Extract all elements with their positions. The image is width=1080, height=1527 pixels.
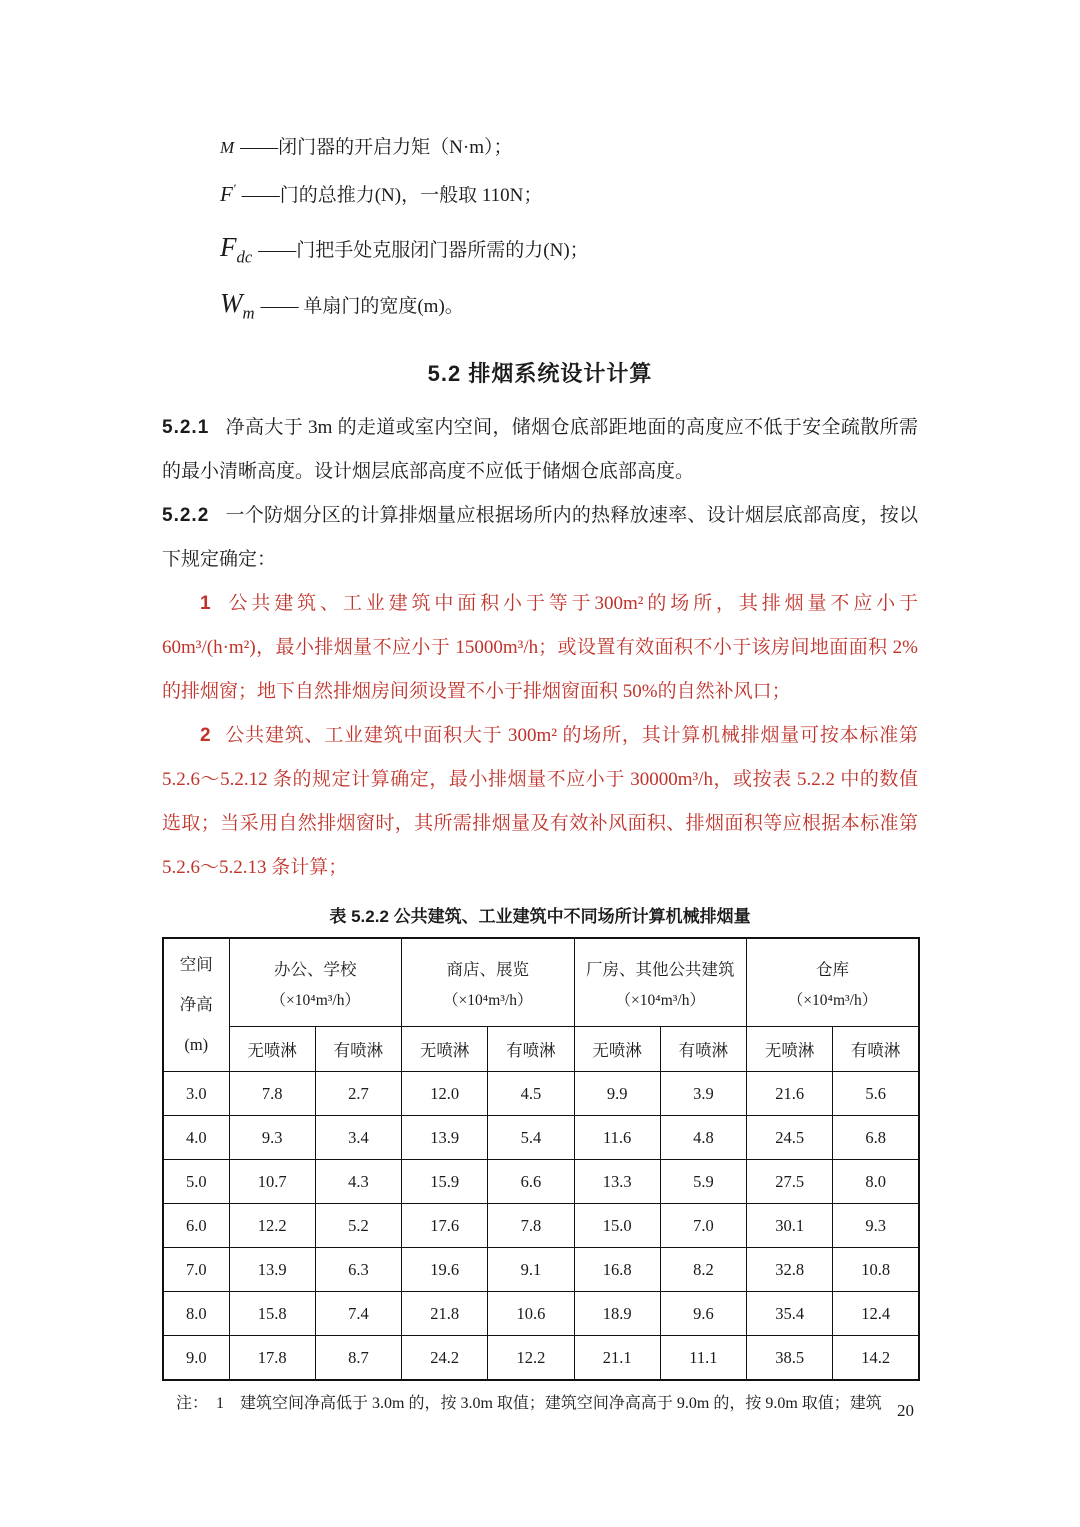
data-cell: 15.9 bbox=[402, 1160, 488, 1204]
item-number: 1 bbox=[200, 593, 211, 615]
data-cell: 13.3 bbox=[574, 1160, 660, 1204]
data-cell: 11.1 bbox=[660, 1336, 746, 1380]
data-cell: 21.6 bbox=[747, 1072, 833, 1116]
symbol-F-dc: $F_{dc}$ bbox=[220, 231, 253, 266]
symbol-W-m: $W_m$ bbox=[220, 287, 255, 323]
data-cell: 9.6 bbox=[660, 1292, 746, 1336]
data-cell: 24.2 bbox=[402, 1336, 488, 1380]
clause-text: 一个防烟分区的计算排烟量应根据场所内的热释放速率、设计烟层底部高度，按以下规定确定： bbox=[162, 505, 918, 571]
data-cell: 19.6 bbox=[402, 1248, 488, 1292]
data-cell: 21.1 bbox=[574, 1336, 660, 1380]
data-cell: 18.9 bbox=[574, 1292, 660, 1336]
item-text: 公共建筑、工业建筑中面积小于等于300m²的场所，其排烟量不应小于60m³/(h·m²)，最小排烟量不应小于 15000m³/h；或设置有效面积不小于该房间地面面积 2%的排烟窗；地下自然排烟房间须设置不小于排烟窗面积 50%的自然补风口； bbox=[162, 593, 918, 703]
data-cell: 8.2 bbox=[660, 1248, 746, 1292]
data-cell: 6.8 bbox=[833, 1116, 919, 1160]
data-cell: 6.3 bbox=[315, 1248, 401, 1292]
symbol-M: M bbox=[220, 138, 235, 157]
data-cell: 4.8 bbox=[660, 1116, 746, 1160]
data-cell: 9.9 bbox=[574, 1072, 660, 1116]
data-cell: 5.6 bbox=[833, 1072, 919, 1116]
item-number: 2 bbox=[200, 725, 211, 747]
data-cell: 7.0 bbox=[660, 1204, 746, 1248]
data-cell: 3.9 bbox=[660, 1072, 746, 1116]
symbol-definitions bbox=[162, 132, 918, 323]
data-cell: 13.9 bbox=[229, 1248, 315, 1292]
definition-row bbox=[220, 180, 918, 210]
data-cell: 38.5 bbox=[747, 1336, 833, 1380]
data-cell: 7.8 bbox=[488, 1204, 574, 1248]
table-row bbox=[163, 1292, 919, 1336]
list-item-2 bbox=[162, 714, 918, 890]
table-row bbox=[163, 1160, 919, 1204]
data-cell: 5.4 bbox=[488, 1116, 574, 1160]
clause-5.2.1 bbox=[162, 406, 918, 494]
row-height-cell: 8.0 bbox=[163, 1292, 229, 1336]
data-cell: 12.2 bbox=[229, 1204, 315, 1248]
data-cell: 5.2 bbox=[315, 1204, 401, 1248]
data-cell: 11.6 bbox=[574, 1116, 660, 1160]
data-cell: 9.3 bbox=[833, 1204, 919, 1248]
definition-row bbox=[220, 132, 918, 160]
row-height-cell: 9.0 bbox=[163, 1336, 229, 1380]
row-height-cell: 3.0 bbox=[163, 1072, 229, 1116]
table-header-row bbox=[163, 938, 919, 1026]
clause-5.2.2 bbox=[162, 494, 918, 582]
data-cell: 10.8 bbox=[833, 1248, 919, 1292]
table-row bbox=[163, 1116, 919, 1160]
data-cell: 6.6 bbox=[488, 1160, 574, 1204]
row-height-cell: 6.0 bbox=[163, 1204, 229, 1248]
data-cell: 30.1 bbox=[747, 1204, 833, 1248]
list-item-1 bbox=[162, 582, 918, 714]
data-cell: 24.5 bbox=[747, 1116, 833, 1160]
clause-number: 5.2.1 bbox=[162, 417, 210, 439]
table-row bbox=[163, 1204, 919, 1248]
data-cell: 35.4 bbox=[747, 1292, 833, 1336]
data-cell: 3.4 bbox=[315, 1116, 401, 1160]
data-cell: 13.9 bbox=[402, 1116, 488, 1160]
data-cell: 5.9 bbox=[660, 1160, 746, 1204]
definition-text: ——门把手处克服闭门器所需的力(N)； bbox=[258, 239, 589, 261]
data-cell: 2.7 bbox=[315, 1072, 401, 1116]
data-cell: 15.8 bbox=[229, 1292, 315, 1336]
col-group-shop-exhibition: 商店、展览 （×10⁴m³/h） bbox=[402, 938, 575, 1026]
data-cell: 17.6 bbox=[402, 1204, 488, 1248]
data-cell: 10.7 bbox=[229, 1160, 315, 1204]
definition-row bbox=[220, 231, 918, 267]
definition-text: ——闭门器的开启力矩（N·m）； bbox=[240, 137, 513, 158]
clause-text: 净高大于 3m 的走道或室内空间，储烟仓底部距地面的高度应不低于安全疏散所需的最小清晰高度。设计烟层底部高度不应低于储烟仓底部高度。 bbox=[162, 417, 918, 483]
subheader-sprinkler: 有喷淋 bbox=[660, 1027, 746, 1072]
table-note: 注： 1 建筑空间净高低于 3.0m 的，按 3.0m 取值；建筑空间净高高于 9.0m 的，按 9.0m 取值；建筑 bbox=[176, 1394, 882, 1412]
subheader-sprinkler: 有喷淋 bbox=[488, 1027, 574, 1072]
table-row bbox=[163, 1248, 919, 1292]
data-cell: 9.1 bbox=[488, 1248, 574, 1292]
definition-row bbox=[220, 287, 918, 323]
row-height-cell: 7.0 bbox=[163, 1248, 229, 1292]
subheader-sprinkler: 有喷淋 bbox=[315, 1027, 401, 1072]
data-cell: 4.3 bbox=[315, 1160, 401, 1204]
data-cell: 12.0 bbox=[402, 1072, 488, 1116]
data-cell: 10.6 bbox=[488, 1292, 574, 1336]
page-number: 20 bbox=[897, 1401, 914, 1420]
data-cell: 7.8 bbox=[229, 1072, 315, 1116]
subheader-no-sprinkler: 无喷淋 bbox=[402, 1027, 488, 1072]
row-height-cell: 5.0 bbox=[163, 1160, 229, 1204]
subheader-no-sprinkler: 无喷淋 bbox=[574, 1027, 660, 1072]
table-row bbox=[163, 1336, 919, 1380]
table-subheader-row bbox=[163, 1027, 919, 1072]
data-cell: 15.0 bbox=[574, 1204, 660, 1248]
col-header-clear-height: 空间 净高 (m) bbox=[163, 938, 229, 1072]
data-cell: 21.8 bbox=[402, 1292, 488, 1336]
item-text: 公共建筑、工业建筑中面积大于 300m² 的场所，其计算机械排烟量可按本标准第 5.2.6～5.2.12 条的规定计算确定，最小排烟量不应小于 30000m³/h，或按表 5.2.2 中的数值选取；当采用自然排烟窗时，其所需排烟量及有效补风面积、排烟面积等应根据本标准第 5.2.6～5.2.13 条计算； bbox=[162, 725, 918, 879]
table-caption: 表 5.2.2 公共建筑、工业建筑中不同场所计算机械排烟量 bbox=[329, 907, 751, 927]
data-cell: 12.4 bbox=[833, 1292, 919, 1336]
section-heading: 5.2 排烟系统设计计算 bbox=[427, 361, 653, 387]
symbol-F-prime: F′ bbox=[220, 181, 236, 207]
data-cell: 8.0 bbox=[833, 1160, 919, 1204]
data-cell: 14.2 bbox=[833, 1336, 919, 1380]
subheader-sprinkler: 有喷淋 bbox=[833, 1027, 919, 1072]
table-5-2-2 bbox=[162, 937, 920, 1381]
col-group-factory-public: 厂房、其他公共建筑 （×10⁴m³/h） bbox=[574, 938, 747, 1026]
data-cell: 8.7 bbox=[315, 1336, 401, 1380]
data-cell: 7.4 bbox=[315, 1292, 401, 1336]
data-cell: 9.3 bbox=[229, 1116, 315, 1160]
data-cell: 12.2 bbox=[488, 1336, 574, 1380]
col-group-warehouse: 仓库 （×10⁴m³/h） bbox=[747, 938, 920, 1026]
data-cell: 17.8 bbox=[229, 1336, 315, 1380]
table-head bbox=[163, 938, 919, 1072]
col-group-office-school: 办公、学校 （×10⁴m³/h） bbox=[229, 938, 402, 1026]
data-cell: 32.8 bbox=[747, 1248, 833, 1292]
subheader-no-sprinkler: 无喷淋 bbox=[229, 1027, 315, 1072]
table-body bbox=[163, 1072, 919, 1380]
data-cell: 27.5 bbox=[747, 1160, 833, 1204]
data-cell: 16.8 bbox=[574, 1248, 660, 1292]
row-height-cell: 4.0 bbox=[163, 1116, 229, 1160]
data-cell: 4.5 bbox=[488, 1072, 574, 1116]
definition-text: —— 单扇门的宽度(m)。 bbox=[260, 295, 464, 317]
table-row bbox=[163, 1072, 919, 1116]
definition-text: ——门的总推力(N)，一般取 110N； bbox=[241, 185, 543, 207]
subheader-no-sprinkler: 无喷淋 bbox=[747, 1027, 833, 1072]
clause-number: 5.2.2 bbox=[162, 505, 210, 527]
